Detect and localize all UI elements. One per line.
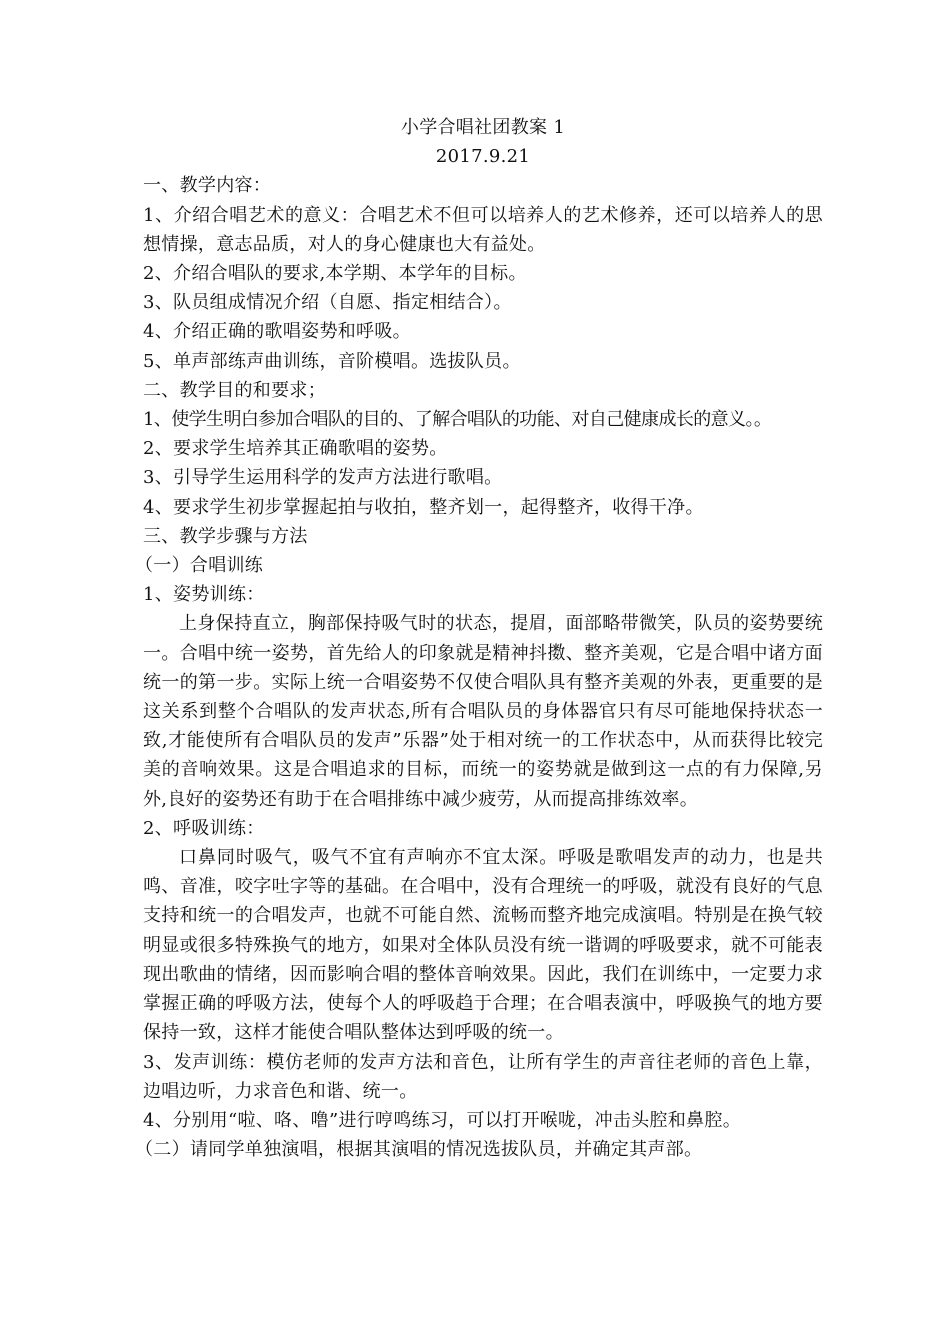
content-item: 4、介绍正确的歌唱姿势和呼吸。: [143, 321, 411, 343]
subsection-heading: （一）合唱训练: [135, 555, 264, 577]
breath-paragraph: 口鼻同时吸气，吸气不宜有声响亦不宜太深。呼吸是歌唱发声的动力，也是共鸣、音准，咬字吐字等的基础。在合唱中，没有合理统一的呼吸，就没有良好的气息支持和统一的合唱发声，也就不可能自然、流畅而整齐地完成演唱。特别是在换气较明显或很多特殊换气的地方，如果对全体队员没有统一谐调的呼吸要求，就不可能表现出歌曲的情绪，因而影响合唱的整体音响效果。因此，我们在训练中，一定要力求掌握正确的呼吸方法，使每个人的呼吸趋于合理；在合唱表演中，呼吸换气的地方要保持一致，这样才能使合唱队整体达到呼吸的统一。: [143, 847, 823, 1044]
content-item: 3、队员组成情况介绍（自愿、指定相结合）。: [143, 292, 512, 314]
content-item: 1、介绍合唱艺术的意义：合唱艺术不但可以培养人的艺术修养，还可以培养人的思想情操，意志品质，对人的身心健康也大有益处。: [143, 204, 823, 255]
subsection-heading: （二）请同学单独演唱，根据其演唱的情况选拔队员，并确定其声部。: [135, 1139, 703, 1161]
step-heading: 2、呼吸训练：: [143, 817, 265, 839]
document-title: 小学合唱社团教案 1: [400, 117, 566, 138]
goal-item: 4、要求学生初步掌握起拍与收拍，整齐划一，起得整齐，收得干净。: [143, 496, 704, 518]
document-body: [135, 113, 823, 1164]
voice-paragraph: 3、发声训练：模仿老师的发声方法和音色，让所有学生的声音往老师的音色上靠，边唱边听，力求音色和谐、统一。: [143, 1051, 823, 1102]
document-date: 2017.9.21: [435, 146, 531, 168]
goal-item: 2、要求学生培养其正确歌唱的姿势。: [143, 438, 448, 460]
step-heading: 1、姿势训练：: [143, 584, 265, 606]
goal-item: 1、使学生明白参加合唱队的目的、了解合唱队的功能、对自己健康成长的意义。。: [143, 409, 772, 431]
hum-paragraph: 4、分别用“啦、咯、噜”进行哼鸣练习，可以打开喉咙，冲击头腔和鼻腔。: [143, 1109, 742, 1131]
section-heading: 二、教学目的和要求；: [143, 379, 326, 401]
goal-item: 3、引导学生运用科学的发声方法进行歌唱。: [143, 467, 503, 489]
section-heading: 三、教学步骤与方法: [143, 525, 308, 547]
posture-paragraph: 上身保持直立，胸部保持吸气时的状态，提眉，面部略带微笑，队员的姿势要统一。合唱中统一姿势，首先给人的印象就是精神抖擞、整齐美观，它是合唱中诸方面统一的第一步。实际上统一合唱姿势不仅使合唱队具有整齐美观的外表，更重要的是这关系到整个合唱队的发声状态,所有合唱队员的身体器官只有尽可能地保持状态一致,才能使所有合唱队员的发声”乐器”处于相对统一的工作状态中，从而获得比较完美的音响效果。这是合唱追求的目标，而统一的姿势就是做到这一点的有力保障,另外,良好的姿势还有助于在合唱排练中减少疲劳，从而提高排练效率。: [143, 613, 823, 810]
content-item: 5、单声部练声曲训练，音阶模唱。选拔队员。: [143, 350, 521, 372]
section-heading: 一、教学内容：: [143, 175, 272, 197]
content-item: 2、介绍合唱队的要求,本学期、本学年的目标。: [143, 263, 527, 285]
